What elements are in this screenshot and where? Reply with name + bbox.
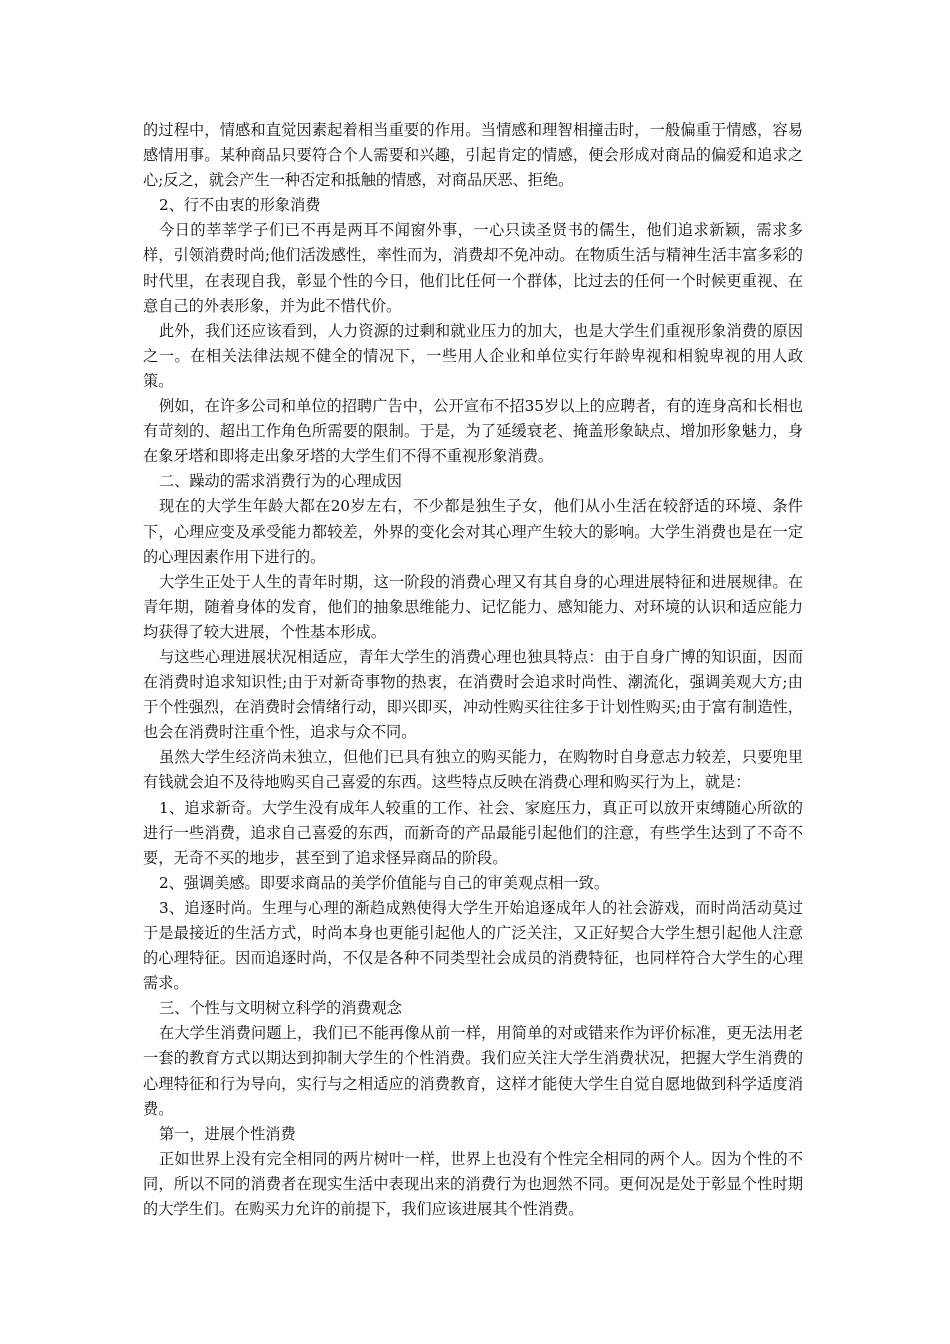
paragraph-continuation: 的过程中，情感和直觉因素起着相当重要的作用。当情感和理智相撞击时，一般偏重于情感，容易感情用事。某种商品只要符合个人需要和兴趣，引起肯定的情感，便会形成对商品的偏爱和追求之心;反之，就会产生一种否定和抵触的情感，对商品厌恶、拒绝。 [143,121,803,190]
paragraph: 例如，在许多公司和单位的招聘广告中，公开宣布不招35岁以上的应聘者，有的连身高和长相也有苛刻的、超出工作角色所需要的限制。于是，为了延缓衰老、掩盖形象缺点、增加形象魅力，身在象牙塔和即将走出象牙塔的大学生们不得不重视形象消费。 [143,397,803,466]
paragraph: 在大学生消费问题上，我们已不能再像从前一样，用简单的对或错来作为评价标准，更无法用老一套的教育方式以期达到抑制大学生的个性消费。我们应关注大学生消费状况，把握大学生消费的心理特征和行为导向，实行与之相适应的消费教育，这样才能使大学生自觉自愿地做到科学适度消费。 [143,1024,803,1118]
paragraph: 虽然大学生经济尚未独立，但他们已具有独立的购买能力，在购物时自身意志力较差，只要兜里有钱就会迫不及待地购买自己喜爱的东西。这些特点反映在消费心理和购买行为上，就是： [143,748,803,792]
paragraph: 正如世界上没有完全相同的两片树叶一样，世界上也没有个性完全相同的两个人。因为个性的不同，所以不同的消费者在现实生活中表现出来的消费行为也迥然不同。更何况是处于彰显个性时期的大学生们。在购买力允许的前提下，我们应该进展其个性消费。 [143,1149,803,1219]
section-heading: 二、躁动的需求消费行为的心理成因 [158,472,402,491]
subsection-heading: 第一，进展个性消费 [158,1124,296,1143]
list-item: 2、强调美感。即要求商品的美学价值能与自己的审美观点相一致。 [158,873,610,892]
section-heading: 三、个性与文明树立科学的消费观念 [158,999,402,1018]
paragraph: 与这些心理进展状况相适应，青年大学生的消费心理也独具特点：由于自身广博的知识面，因而在消费时追求知识性;由于对新奇事物的热衷，在消费时会追求时尚性、潮流化，强调美观大方;由于个性强烈，在消费时会情绪行动，即兴即买，冲动性购买往往多于计划性购买;由于富有制造性，也会在消费时注重个性，追求与众不同。 [143,647,803,742]
document-body [143,118,803,1222]
paragraph: 现在的大学生年龄大都在20岁左右，不少都是独生子女，他们从小生活在较舒适的环境、条件下，心理应变及承受能力都较差，外界的变化会对其心理产生较大的影响。大学生消费也是在一定的心理因素作用下进行的。 [143,497,803,566]
section-heading: 2、行不由衷的形象消费 [158,196,321,215]
paragraph: 此外，我们还应该看到，人力资源的过剩和就业压力的加大，也是大学生们重视形象消费的原因之一。在相关法律法规不健全的情况下，一些用人企业和单位实行年龄卑视和相貌卑视的用人政策。 [143,321,803,390]
list-item: 3、追逐时尚。生理与心理的渐趋成熟使得大学生开始追逐成年人的社会游戏，而时尚活动莫过于是最接近的生活方式，时尚本身也更能引起他人的广泛关注，又正好契合大学生想引起他人注意的心理特征。因而追逐时尚，不仅是各种不同类型社会成员的消费特征，也同样符合大学生的心理需求。 [143,898,803,993]
list-item: 1、追求新奇。大学生没有成年人较重的工作、社会、家庭压力，真正可以放开束缚随心所欲的进行一些消费，追求自己喜爱的东西，而新奇的产品最能引起他们的注意，有些学生达到了不奇不要，无奇不买的地步，甚至到了追求怪异商品的阶段。 [143,798,803,867]
paragraph: 大学生正处于人生的青年时期，这一阶段的消费心理又有其自身的心理进展特征和进展规律。在青年期，随着身体的发育，他们的抽象思维能力、记忆能力、感知能力、对环境的认识和适应能力均获得了较大进展，个性基本形成。 [143,572,803,641]
paragraph: 今日的莘莘学子们已不再是两耳不闻窗外事，一心只读圣贤书的儒生，他们追求新颖，需求多样，引领消费时尚;他们活泼感性，率性而为，消费却不免冲动。在物质生活与精神生活丰富多彩的时代里，在表现自我，彰显个性的今日，他们比任何一个群体，比过去的任何一个时候更重视、在意自己的外表形象，并为此不惜代价。 [143,221,803,315]
